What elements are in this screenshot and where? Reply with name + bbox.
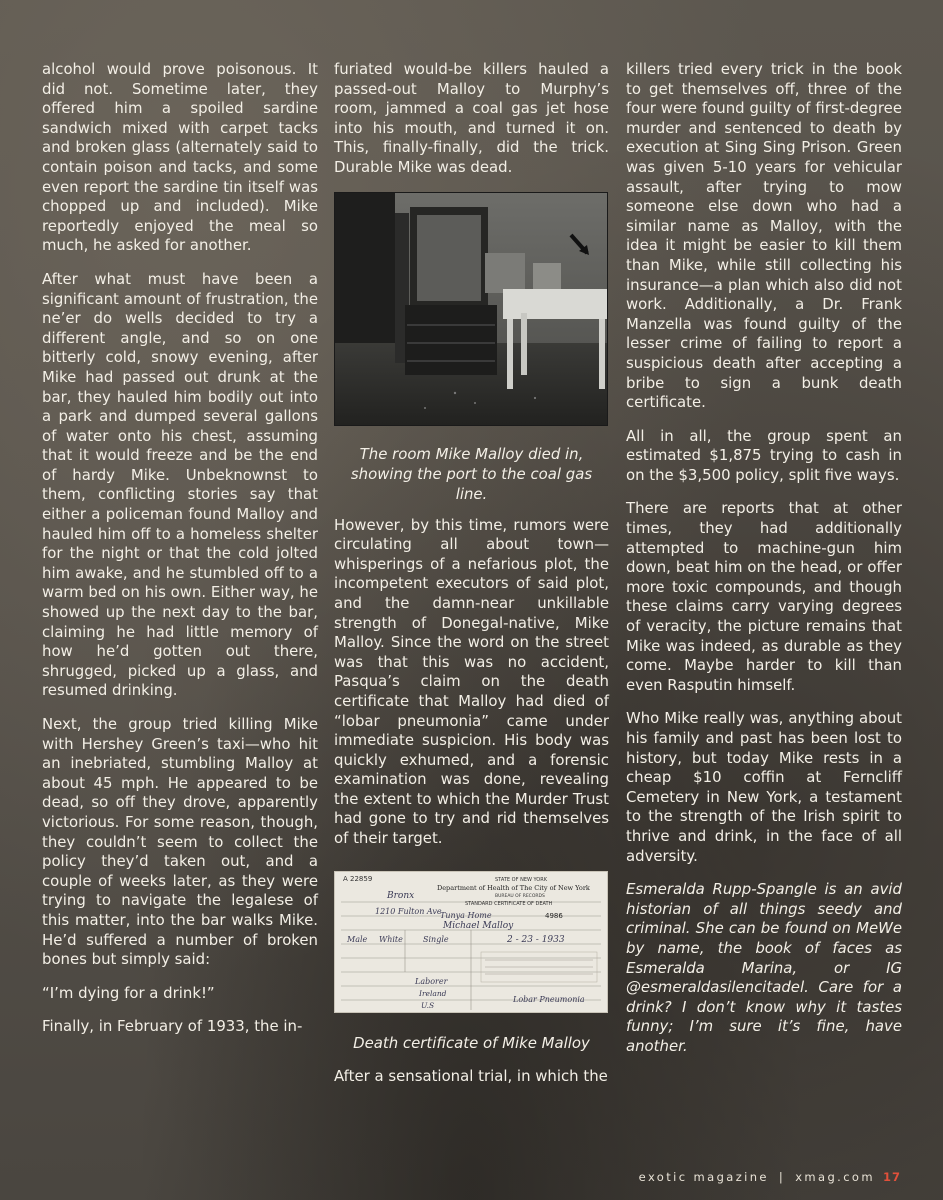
room-photo [334, 192, 608, 426]
page-footer [639, 1170, 901, 1184]
certificate-number: A 22859 [343, 874, 373, 883]
website-link[interactable]: xmag.com [795, 1170, 875, 1184]
certificate-department: Department of Health of The City of New York [437, 883, 590, 892]
paragraph: Who Mike really was, anything about his family and past has been lost to history, but today Mike rests in a cheap $10 coffin at Ferncliff Cemetery in New York, a testament to the strength of the Irish spirit to thrive and drink, in the face of all adversity. [626, 709, 902, 865]
certificate-birthplace: Ireland [419, 988, 447, 998]
certificate-sex: Male [347, 934, 368, 944]
certificate-cause: Lobar Pneumonia [513, 994, 585, 1004]
certificate-bureau: BUREAU OF RECORDS [495, 893, 545, 899]
paragraph: After a sensational trial, in which the [334, 1066, 608, 1085]
certificate-borough: Bronx [387, 890, 415, 901]
certificate-status: Single [423, 934, 449, 944]
quote-paragraph: “I’m dying for a drink!” [42, 983, 215, 1002]
paragraph: alcohol would prove poisonous. It did not. Sometime later, they offered him a spoiled sardine sandwich mixed with carpet tacks and broken glass (alternately said to contain poison and tacks, and some even report the sardine tin itself was chopped up and included). Mike reportedly enjoyed the meal so much, he asked for another. [42, 60, 318, 255]
certificate-occupation: Laborer [415, 976, 448, 986]
death-certificate-caption: Death certificate of Mike Malloy [353, 1033, 590, 1052]
certificate-reg-number: 4986 [545, 911, 563, 920]
paragraph: After what must have been a significant amount of frustration, the ne’er do wells decided to try a different angle, and so on one bitterly cold, snowy evening, after Mike had passed out drunk at the bar, they hauled him bodily out into a park and dumped several gallons of water onto his chest, assuming that it would freeze and be the end of hardy Mike. Unbeknownst to them, conflicting stories say that either a policeman found Malloy and hauled him off to a homeless shelter for the night or that the cold jolted him awake, and he stumbled off to a warm bed on his own. Either way, he showed up the next day to the bar, claiming he had little memory of how he’d gotten out there, shrugged, picked up a glass, and resumed drinking. [42, 269, 318, 700]
paragraph: Next, the group tried killing Mike with Hershey Green’s taxi—who hit an inebriated, stumbling Malloy at about 45 mph. He appeared to be dead, so off they drove, apparently victorious. For some reason, though, they couldn’t seem to collect the policy they’d taken out, and a couple of weeks later, as they were trying to navigate the legalese of this matter, into the bar walks Mike. He’d suffered a number of broken bones but simply said: [42, 715, 318, 969]
paragraph: furiated would-be killers hauled a passed-out Malloy to Murphy’s room, jammed a coal gas jet hose into his mouth, and turned it on. This, finally-finally, did the trick. Durable Mike was dead. [334, 60, 609, 176]
certificate-color: White [379, 934, 403, 944]
paragraph: Finally, in February of 1933, the in- [42, 1017, 303, 1036]
paragraph: All in all, the group spent an estimated $1,875 trying to cash in on the $3,500 policy, split five ways. [626, 426, 902, 484]
article-column-1 [42, 60, 318, 1051]
magazine-name: exotic magazine [638, 1170, 769, 1184]
article-column-2 [334, 60, 609, 1100]
footer-separator: | [778, 1170, 786, 1184]
article-column-3 [626, 60, 902, 1071]
room-photo-figure [334, 192, 609, 504]
paragraph: There are reports that at other times, they had additionally attempted to machine-gun him down, beat him on the head, or offer more toxic compounds, and though these claims carry varying degrees of veracity, the picture remains that Mike was indeed, as durable as they come. Maybe harder to kill than even Rasputin himself. [626, 499, 902, 694]
paragraph: However, by this time, rumors were circulating all about town—whisperings of a nefarious plot, the incompetent executors of said plot, and the damn-near unkillable strength of Donegal-native, Mike Malloy. Since the word on the street was that this was no accident, Pasqua’s claim on the death certificate that Malloy had died of “lobar pneumonia” came under immediate suspicion. His body was quickly exhumed, and a forensic examination was done, revealing the extent to which the Murder Trust had gone to try and rid themselves of their target. [334, 515, 609, 848]
room-photo-image [335, 193, 607, 425]
certificate-date: 2 - 23 - 1933 [507, 934, 565, 945]
death-certificate-figure [334, 871, 609, 1053]
certificate-state: STATE OF NEW YORK [495, 876, 547, 883]
certificate-title: STANDARD CERTIFICATE OF DEATH [465, 900, 553, 907]
certificate-place: Tunya Home [440, 910, 492, 920]
death-certificate-drawing [335, 872, 607, 1012]
author-bio: Esmeralda Rupp-Spangle is an avid historian of all things seedy and criminal. She can be found on MeWe by name, the book of faces as Esmeralda Marina, or IG @esmeraldasilencitadel. Care for a drink? I don’t know why it tastes funny; I’m sure it’s fine, have another. [626, 880, 902, 1055]
certificate-name: Michael Malloy [443, 920, 514, 931]
certificate-address: 1210 Fulton Ave [375, 906, 442, 916]
paragraph: killers tried every trick in the book to get themselves off, three of the four were found guilty of first-degree murder and sentenced to death by execution at Sing Sing Prison. Green was given 5-10 years for vehicular assault, after trying to mow someone else down who had a similar name as Malloy, with the idea it might be easier to kill them than Mike, while still collecting his insurance—a plan which also did not work. Additionally, a Dr. Frank Manzella was found guilty of the lesser crime of failing to report a suspicious death after accepting a bribe to sign a bunk death certificate. [626, 60, 902, 412]
room-photo-caption: The room Mike Malloy died in, showing the port to the coal gas line. [350, 444, 593, 503]
certificate-country: U.S [421, 1000, 435, 1010]
page-number: 17 [882, 1170, 901, 1184]
death-certificate-image [334, 871, 608, 1013]
